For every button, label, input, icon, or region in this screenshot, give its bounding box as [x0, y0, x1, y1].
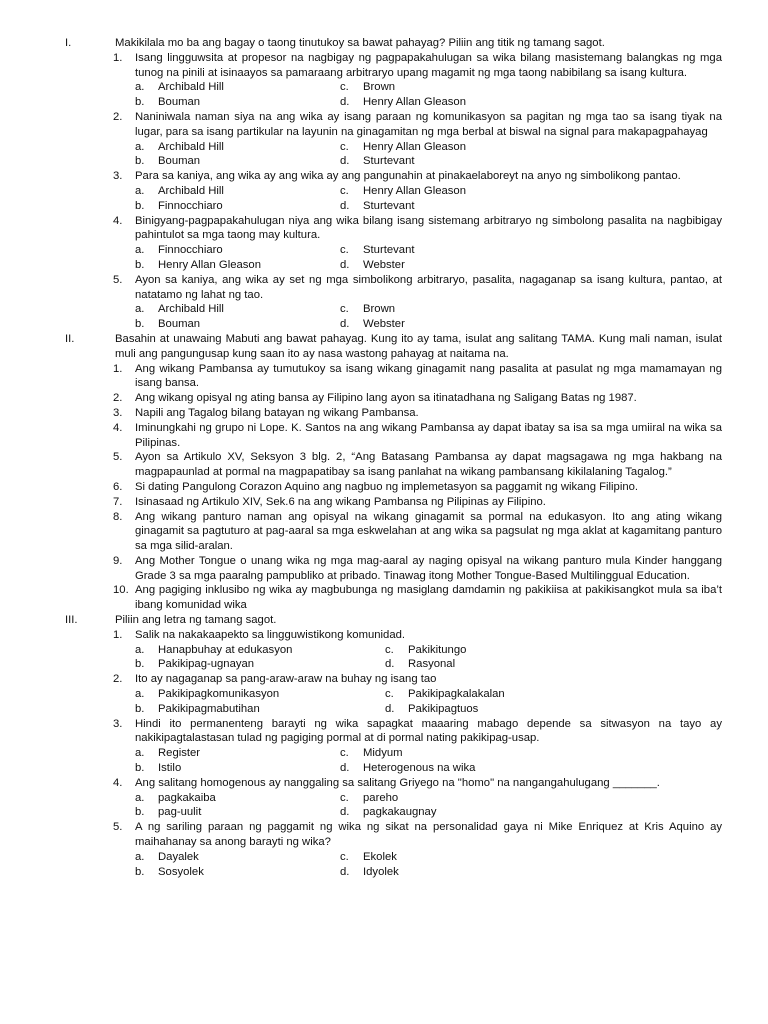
question-number: 5.: [113, 821, 123, 834]
question-text: Salik na nakakaapekto sa lingguwistikong komunidad.: [135, 628, 406, 641]
option-a: a. Dayalek: [135, 850, 199, 863]
option-a: a. Archibald Hill: [135, 140, 224, 153]
answer-options: [135, 791, 722, 821]
section-instruction: Basahin at unawaing Mabuti ang bawat pahayag. Kung ito ay tama, isulat ang salitang TAMA. Kung mali naman, isulat muli ang pangungusap kung saan ito ay nasa wastong pahayag at naitama na.: [115, 332, 722, 360]
option-a: a. Archibald Hill: [135, 184, 224, 197]
statement-number: 3.: [113, 406, 123, 419]
option-d: d. Idyolek: [340, 865, 399, 878]
option-d: d. Rasyonal: [385, 658, 456, 671]
option-c: c. Henry Allan Gleason: [340, 140, 466, 153]
option-b: b. Bouman: [135, 96, 201, 109]
statement-text: Ang Mother Tongue o unang wika ng mga mag-aaral ay naging opisyal na wikang panturo mula Kinder hanggang Grade 3 sa mga paaralng pampubliko at pribado. Tinawag itong Mother Tongue-Based Multilinggual Education.: [135, 554, 722, 582]
option-c: c. pareho: [340, 791, 399, 804]
option-c: c. Pakikipagkalakalan: [385, 688, 505, 701]
option-b: b. Bouman: [135, 155, 201, 168]
statement-text: Ang wikang Pambansa ay tumutukoy sa isang wikang ginagamit nang pasalita at pasulat ng mga mamamayan ng isang bansa.: [135, 362, 722, 390]
question-text: Binigyang-pagpapakahulugan niya ang wika bilang isang sistemang arbitraryo ng simbolong pasalita na nagbibigay pahintulot sa mga taong may kultura.: [135, 214, 722, 242]
question-item: [113, 214, 722, 244]
option-a: a. Finnocchiaro: [135, 244, 223, 257]
question-number: 1.: [113, 628, 123, 641]
option-c: c. Ekolek: [340, 850, 397, 863]
statement-number: 9.: [113, 554, 123, 567]
answer-options: [135, 643, 722, 673]
option-b: b. Bouman: [135, 318, 201, 331]
option-d: d. pagkakaugnay: [340, 806, 437, 819]
question-number: 1.: [113, 51, 123, 64]
statement-number: 5.: [113, 451, 123, 464]
section-number: III.: [65, 614, 78, 627]
statement-number: 6.: [113, 480, 123, 493]
statement-number: 4.: [113, 421, 123, 434]
statement-item: [113, 510, 722, 554]
answer-options: [135, 243, 722, 273]
answer-options: [135, 850, 722, 880]
statement-item: [113, 406, 722, 421]
section-number: I.: [65, 37, 72, 49]
question-number: 2.: [113, 673, 123, 686]
option-b: b. Henry Allan Gleason: [135, 258, 261, 271]
option-c: c. Pakikitungo: [385, 643, 467, 656]
statement-item: [113, 495, 722, 510]
statement-number: 1.: [113, 362, 123, 375]
option-a: a. Pakikipagkomunikasyon: [135, 688, 280, 701]
statement-item: [113, 391, 722, 406]
statement-number: 2.: [113, 392, 123, 405]
question-item: [113, 273, 722, 303]
answer-options: [135, 184, 722, 214]
question-number: 5.: [113, 273, 123, 286]
option-a: a. Hanapbuhay at edukasyon: [135, 643, 293, 656]
option-c: c. Sturtevant: [340, 244, 415, 257]
option-b: b. pag-uulit: [135, 806, 202, 819]
statement-text: Isinasaad ng Artikulo XIV, Sek.6 na ang wikang Pambansa ng Pilipinas ay Filipino.: [135, 495, 546, 508]
statement-item: [113, 480, 722, 495]
statement-text: Ang pagiging inklusibo ng wika ay magbubunga ng masiglang damdamin ng pakikiisa at pakikisangkot mula sa iba’t ibang komunidad wika: [135, 584, 722, 612]
section-1-heading: [65, 36, 722, 51]
statement-number: 7.: [113, 495, 123, 508]
statement-item: [113, 362, 722, 392]
option-d: d. Webster: [340, 258, 405, 271]
question-item: [113, 110, 722, 140]
question-item: [113, 820, 722, 850]
statement-text: Ang wikang panturo naman ang opisyal na wikang ginagamit sa pormal na edukasyon. Ito ang ating wikang ginagamit sa pagtuturo at pag-aaral sa mga eskwelahan at ang wika sa pagsulat ng mga aklat at kagamitang panturo sa mga silid-aralan.: [135, 510, 722, 553]
option-d: d. Heterogenous na wika: [340, 762, 476, 775]
question-item: [113, 169, 722, 184]
question-text: Naniniwala naman siya na ang wika ay isang paraan ng komunikasyon sa pagitan ng mga tao sa isang tiyak na lugar, para sa isang partikular na layunin na ginagamitan ng mga berbal at biswal na signal para makapagpahayag: [135, 110, 722, 138]
answer-options: [135, 687, 722, 717]
question-text: A ng sariling paraan ng paggamit ng wika ng sikat na personalidad gaya ni Mike Enriquez at Kris Aquino ay maihahanay sa anong barayti ng wika?: [135, 821, 722, 849]
section-3-heading: [65, 613, 722, 628]
option-a: a. pagkakaiba: [135, 791, 216, 804]
statement-number: 10.: [113, 584, 129, 597]
statement-text: Ayon sa Artikulo XV, Seksyon 3 blg. 2, “Ang Batasang Pambansa ay dapat magsagawa ng mga hakbang na magpapaunlad at pormal na magpapatibay sa isang panlahat na wikang pambansang kikilalaning Tagalog.”: [135, 451, 722, 479]
option-a: a. Archibald Hill: [135, 303, 224, 316]
option-a: a. Archibald Hill: [135, 81, 224, 94]
question-item: [113, 628, 722, 643]
option-d: d. Webster: [340, 318, 405, 331]
statement-item: [113, 450, 722, 480]
question-number: 2.: [113, 110, 123, 123]
question-item: [113, 776, 722, 791]
option-d: d. Sturtevant: [340, 199, 415, 212]
question-item: [113, 717, 722, 747]
option-c: c. Brown: [340, 303, 396, 316]
section-instruction: Piliin ang letra ng tamang sagot.: [115, 614, 277, 627]
option-b: b. Pakikipagmabutihan: [135, 702, 260, 715]
answer-options: [135, 140, 722, 170]
option-b: b. Istilo: [135, 762, 182, 775]
option-b: b. Pakikipag-ugnayan: [135, 658, 255, 671]
option-d: d. Henry Allan Gleason: [340, 96, 466, 109]
question-text: Isang lingguwsita at propesor na nagbigay ng pagpapakahulugan sa wika bilang masistemang balangkas ng mga tunog na pinili at isinaayos sa pamaraang arbitraryo upang magamit ng mga taong nabibilang sa isang kultura.: [135, 51, 722, 79]
question-number: 4.: [113, 776, 123, 789]
statement-number: 8.: [113, 510, 123, 523]
question-item: [113, 672, 722, 687]
statement-item: [113, 421, 722, 451]
statement-item: [113, 554, 722, 584]
answer-options: [135, 80, 722, 110]
statement-text: Ang wikang opisyal ng ating bansa ay Filipino lang ayon sa itinatadhana ng Saligang Batas ng 1987.: [135, 392, 637, 405]
option-a: a. Register: [135, 747, 201, 760]
option-b: b. Finnocchiaro: [135, 199, 223, 212]
option-c: c. Brown: [340, 81, 396, 94]
question-number: 3.: [113, 717, 123, 730]
question-text: Para sa kaniya, ang wika ay ang wika ay ang pangunahin at pinakaelaboreyt na anyo ng simbolikong pantao.: [135, 170, 681, 183]
question-text: Ang salitang homogenous ay nanggaling sa salitang Griyego na "homo" na nangangahulugang _______.: [135, 776, 660, 789]
statement-item: [113, 583, 722, 613]
question-number: 4.: [113, 214, 123, 227]
option-c: c. Midyum: [340, 747, 403, 760]
section-instruction: Makikilala mo ba ang bagay o taong tinutukoy sa bawat pahayag? Piliin ang titik ng tamang sagot.: [115, 37, 605, 49]
section-number: II.: [65, 332, 75, 345]
question-text: Hindi ito permanenteng barayti ng wika sapagkat maaaring mabago depende sa sitwasyon na tayo ay nakikipagtalastasan tulad ng pagiging pormal at di pormal nating pakikipag-usap.: [135, 717, 722, 745]
statement-text: Iminungkahi ng grupo ni Lope. K. Santos na ang wikang Pambansa ay dapat ibatay sa isa sa mga umiiral na wika sa Pilipinas.: [135, 421, 722, 449]
answer-options: [135, 302, 722, 332]
answer-options: [135, 746, 722, 776]
question-text: Ayon sa kaniya, ang wika ay set ng mga simbolikong arbitraryo, pasalita, nagaganap sa isang kultura, pantao, at natatamo ng lahat ng tao.: [135, 273, 722, 301]
option-b: b. Sosyolek: [135, 865, 204, 878]
statement-text: Napili ang Tagalog bilang batayan ng wikang Pambansa.: [135, 406, 419, 419]
option-d: d. Sturtevant: [340, 155, 415, 168]
statement-text: Si dating Pangulong Corazon Aquino ang nagbuo ng implemetasyon sa paggamit ng wikang Filipino.: [135, 480, 639, 493]
option-d: d. Pakikipagtuos: [385, 702, 479, 715]
question-number: 3.: [113, 170, 123, 183]
question-item: [113, 51, 722, 81]
question-text: Ito ay nagaganap sa pang-araw-araw na buhay ng isang tao: [135, 673, 437, 686]
section-2-heading: [65, 332, 722, 362]
option-c: c. Henry Allan Gleason: [340, 184, 466, 197]
